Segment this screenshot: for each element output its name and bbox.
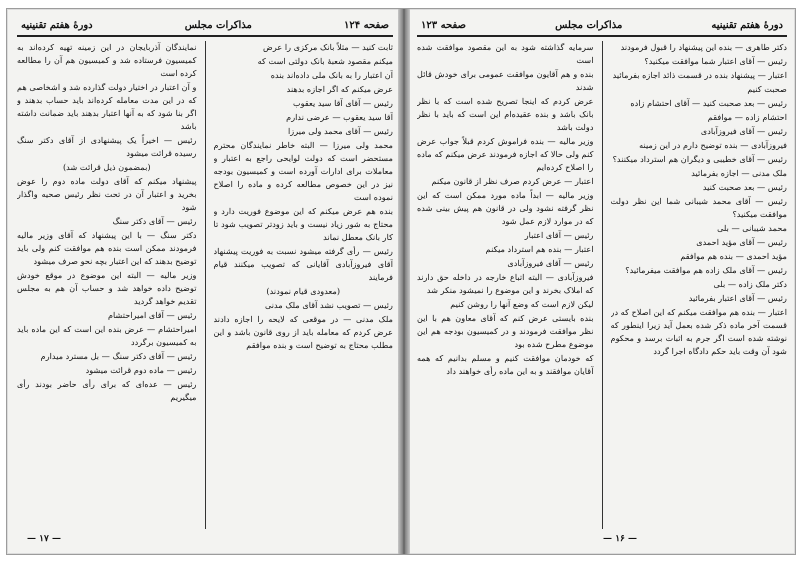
speaker-line: مؤید احمدی — بنده هم موافقم: [680, 251, 787, 261]
text-paragraph: عرض میکنم که اگر اجازه بدهند: [286, 84, 393, 94]
book-gutter: [398, 9, 410, 554]
speaker-line: رئیس — آقای امیراحتشام: [107, 310, 197, 320]
speaker-line: آقا سید یعقوب — عرضی ندارم: [286, 112, 393, 122]
text-paragraph: که خودمان موافقت کنیم و مسلم بدانیم که همه آقایان موافقند و به این ماده رأی خواهند داد: [417, 353, 594, 376]
left-page: [17, 15, 393, 547]
text-paragraph: رئیس — رأی گرفته میشود نسبت به فوریت پیشنهاد آقای فیروزآبادی آقایانی که تصویب میکنند قیام فرمایند: [213, 246, 393, 282]
text-paragraph: وزیر مالیه — ابداً ماده مورد ممکن است که این نظر گرفته نشود ولی در قانون هم پیش بینی شده که در موارد لازم عمل شود: [417, 190, 594, 226]
speaker-line: رئیس — آقای آقا سید یعقوب: [292, 98, 393, 108]
text-paragraph: عرض کردم که اینجا تصریح شده است که با نظر بانک باشد و بنده عقیده‌ام این است که باید با نظر دولت باشد: [417, 96, 594, 132]
text-paragraph: دکتر سنگ — با این پیشنهاد که آقای وزیر مالیه فرمودند ممکن است بنده هم موافقت کنم ولی باید توضیح بدهند که این اعتبار بچه نحو صرف میشود: [17, 230, 197, 266]
left-page-col-left: [17, 41, 197, 529]
speaker-line: رئیس — آقای ملک زاده هم موافقت میفرمائید؟: [625, 265, 787, 275]
text-paragraph: رئیس — اخیراً یک پیشنهادی از آقای دکتر سنگ رسیده قرائت میشود: [17, 135, 197, 158]
speaker-line: فیروزآبادی — بنده توضیح دارم در این زمینه: [639, 140, 787, 150]
right-page-folio: — ۱۶ —: [603, 534, 637, 544]
speaker-line: رئیس — ماده دوم قرائت میشود: [85, 365, 197, 375]
text-paragraph: ملک مدنی — در موقعی که لایحه را اجازه دادند عرض کردم که معامله باید از روی قانون باشد و این مطلب محتاج به توضیح است و بنده موافقم: [213, 314, 393, 350]
text-paragraph: بنده هم عرض میکنم که این موضوع فوریت دارد و محتاج به شور زیاد نیست و باید زودتر تصویب شود تا کار بانک معطل نماند: [213, 206, 393, 242]
speaker-line: رئیس — آقای فیروزآبادی: [507, 258, 594, 268]
speaker-line: رئیس — آقای اعتبار: [524, 230, 594, 240]
book-spread: [6, 8, 796, 555]
text-paragraph: وزیر مالیه — بنده فراموش کردم قبلاً جواب عرض کنم ولی حالا که اجازه فرمودند عرض میکنم که ماده را اصلاح کرده‌ایم: [417, 136, 594, 172]
speaker-line: رئیس — تصویب نشد آقای ملک مدنی: [264, 300, 393, 310]
right-page-col-left: [417, 41, 594, 529]
left-page-footer: [17, 531, 393, 547]
right-page-number: صفحه ۱۲۳: [421, 19, 466, 31]
speaker-line: احتشام زاده — موافقم: [707, 112, 787, 122]
text-paragraph: لیکن لازم است که وضع آنها را روشن کنیم: [450, 299, 594, 309]
speaker-line: دکتر ملک زاده — بلی: [713, 279, 787, 289]
speaker-line: اعتبار — عرض کردم صرف نظر از قانون میکنم: [431, 176, 594, 186]
left-page-session: دورهٔ هفتم تقنینیه: [21, 19, 93, 31]
speaker-line: رئیس — آقای مؤید احمدی: [696, 237, 787, 247]
text-paragraph: اعتبار — بنده هم موافقت میکنم که این اصلاح که در قسمت آخر ماده ذکر شده بعمل آید زیرا اینطور که نوشته شده است اگر جرم به اثبات برسد و محکوم شود آن وقت باید حکم دادگاه اجرا گردد: [610, 307, 787, 356]
left-page-col-right: [214, 41, 394, 529]
speaker-line: رئیس — بعد صحبت کنید: [702, 182, 787, 192]
right-page-columns: [417, 41, 787, 529]
right-page-footer: [417, 531, 787, 547]
right-page: [417, 15, 787, 547]
text-paragraph: پیشنهاد میکنم که آقای دولت ماده دوم را عوض بخرید و اعتبار آن در تحت نظر رئیس صحیه واگذار شود: [17, 176, 197, 212]
right-page-title: مذاکرات مجلس: [555, 19, 623, 31]
text-paragraph: فیروزآبادی — البته اتباع خارجه در داخله حق دارند که املاک بخرند و این موضوع را نمیشود منکر شد: [417, 272, 594, 295]
speaker-line: رئیس — آقای خطیبی و دیگران هم استرداد میکنند؟: [612, 154, 787, 164]
right-page-col-right: [611, 41, 788, 529]
stage-direction: (معدودی قیام نمودند): [266, 286, 341, 296]
text-paragraph: صحبت کنیم: [747, 84, 787, 94]
speaker-line: اعتبار — بنده هم استرداد میکنم: [485, 244, 594, 254]
left-page-header: [17, 15, 393, 37]
speaker-line: رئیس — آقای دکتر سنگ — بل مسترد میدارم: [40, 351, 197, 361]
speaker-line: رئیس — آقای دکتر سنگ: [112, 216, 197, 226]
text-paragraph: محمد ولی میرزا — البته خاطر نمایندگان محترم مستحضر است که دولت لوایحی راجع به اعتبار و معاملات برای ادارات آورده است و کمیسیون بودجه نیز در این خصوص مطالعه کرده و ماده را اصلاح نموده است: [213, 140, 393, 202]
text-paragraph: ثابت کنید — مثلاً بانک مرکزی را عرض: [262, 42, 393, 52]
text-paragraph: بنده و هم آقایون موافقت عمومی برای خودش قائل شدند: [417, 69, 594, 92]
text-paragraph: و آن اعتبار در اختیار دولت گذارده شد و اشخاصی هم که در این مدت معامله کرده‌اند باید حساب بدهند و اگر بنا شود که به آنها اعتبار بدهند باید ضمانت داشته باشد: [17, 82, 197, 131]
speaker-line: رئیس — بعد صحبت کنید — آقای احتشام زاده: [630, 98, 787, 108]
speaker-line: محمد شیبانی — بلی: [717, 223, 787, 233]
stage-direction: (بمضمون ذیل قرائت شد): [62, 162, 151, 172]
text-paragraph: رئیس — عده‌ای که برای رأی حاضر بودند رأی میگیریم: [17, 379, 197, 402]
left-page-columns: [17, 41, 393, 529]
column-divider: [602, 41, 603, 529]
left-page-title: مذاکرات مجلس: [184, 19, 252, 31]
speaker-line: رئیس — آقای اعتبار شما موافقت میکنید؟: [644, 56, 787, 66]
text-paragraph: بنده بایستی عرض کنم که آقای معاون هم با این نظر موافقت فرمودند و در کمیسیون بودجه هم این موضوع مطرح شده بود: [417, 313, 594, 349]
text-paragraph: نمایندگان آذربایجان در این زمینه تهیه کرده‌اند به کمیسیون فرستاده شد و کمیسیون هم آن را مطالعه کرده است: [17, 42, 197, 78]
speaker-line: رئیس — آقای محمد ولی میرزا: [287, 126, 393, 136]
speaker-line: رئیس — آقای محمد شیبانی شما این نظر دولت موافقت میکنید؟: [610, 196, 787, 219]
column-divider: [205, 41, 206, 529]
left-page-folio: — ۱۷ —: [27, 534, 61, 544]
speaker-line: ملک مدنی — اجازه بفرمائید: [691, 168, 787, 178]
speaker-line: اعتبار — پیشنهاد بنده در قسمت ذائد اجازه بفرمائید: [612, 70, 787, 80]
right-page-header: [417, 15, 787, 37]
text-paragraph: آن اعتبار را به بانک ملی داده‌اند بنده: [270, 70, 393, 80]
speaker-line: رئیس — آقای فیروزآبادی: [700, 126, 787, 136]
speaker-line: رئیس — آقای اعتبار بفرمائید: [688, 293, 787, 303]
text-paragraph: سرمایه گذاشته شود به این مقصود موافقت شده است: [417, 42, 594, 65]
left-page-number: صفحه ۱۲۴: [344, 19, 389, 31]
text-paragraph: میکنم مقصود شعبهٔ بانک دولتی است که: [257, 56, 393, 66]
speaker-line: دکتر طاهری — بنده این پیشنهاد را قبول فرمودند: [620, 42, 787, 52]
text-paragraph: وزیر مالیه — البته این موضوع در موقع خودش توضیح داده خواهد شد و حساب آن هم به مجلس تقدیم خواهد گردید: [17, 270, 197, 306]
right-page-session: دورهٔ هفتم تقنینیه: [711, 19, 783, 31]
text-paragraph: امیراحتشام — عرض بنده این است که این ماده باید به کمیسیون برگردد: [17, 324, 197, 347]
